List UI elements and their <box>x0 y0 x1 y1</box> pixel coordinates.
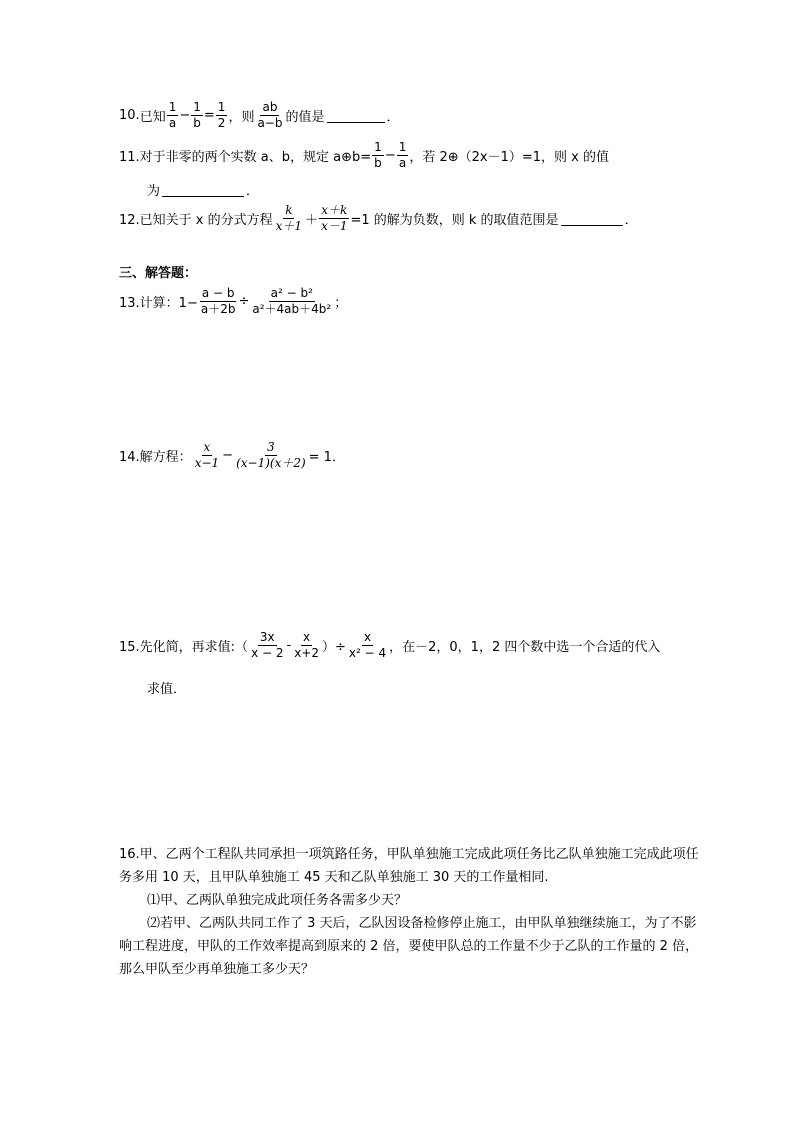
q10-number: 10. <box>119 108 140 123</box>
q10-fraction-4: $\frac{ab}{a-b}$ <box>257 100 283 130</box>
q12-answer-blank[interactable] <box>561 211 623 226</box>
q10-fraction-2: $\frac{1}{b}$ <box>193 100 201 130</box>
q10-answer-blank[interactable] <box>327 108 385 123</box>
q15-fraction-2: $\frac{x}{x+2}$ <box>294 630 319 660</box>
question-11-line-2: 为 ． <box>147 184 260 199</box>
q15-fraction-1: $\frac{3x}{x - 2}$ <box>251 630 284 660</box>
q10-fraction-3: $\frac{1}{2}$ <box>217 100 226 130</box>
q12-fraction-2: $\frac{x+k}{x-1}$ <box>321 203 348 233</box>
q11-answer-blank[interactable] <box>162 182 244 197</box>
q11-text-b: ，若 2⊕（2x－1）=1，则 x 的值 <box>409 150 610 165</box>
q10-post: 的值是 <box>285 110 325 125</box>
question-14: 14.解方程： $\frac{x}{x-1}$ − $\frac{3}{(x-1)(x+2)}$ = 1． <box>119 440 345 470</box>
question-12: 12.已知关于 x 的分式方程 $\frac{k}{x+1}$ ＋ $\frac{x+k}{x-1}$ =1 的解为负数，则 k 的取值范围是 ． <box>119 203 638 233</box>
q12-fraction-1: $\frac{k}{x+1}$ <box>275 203 303 233</box>
q15-fraction-3: $\frac{x}{\text{x² − 4}}$ <box>348 630 387 660</box>
q11-fraction-1: $\frac{1}{b}$ <box>374 140 382 170</box>
q14-fraction-2: $\frac{3}{(x-1)(x+2)}$ <box>236 440 306 470</box>
question-11: 11.对于非零的两个实数 a、b，规定 a⊕b= $\frac{1}{b}$ − $\frac{1}{a}$ ，若 2⊕（2x－1）=1，则 x 的值 <box>119 140 610 170</box>
q13-fraction-2: $\frac{\text{a² − b²}}{\text{a²＋4ab＋4b²}}$ <box>252 286 332 316</box>
q13-fraction-1: $\frac{a - b}{a+2b}$ <box>200 286 236 316</box>
q14-fraction-1: $\frac{x}{x-1}$ <box>194 440 220 470</box>
q10-fraction-1: $\frac{1}{a}$ <box>168 100 177 130</box>
question-10: 10. 已知 $\frac{1}{a}$ − $\frac{1}{b}$ = $\frac{1}{2}$ ，则 $\frac{ab}{a-b}$ 的值是 ． <box>119 100 400 130</box>
question-15-line-2: 求值． <box>147 682 187 697</box>
section-heading: 三、解答题： <box>119 266 198 281</box>
question-16-part-2: ⑵若甲、乙两队共同工作了 3 天后，乙队因设备检修停止施工，由甲队单独继续施工，为了不影响工程进度，甲队的工作效率提高到原来的 2 倍，要使甲队总的工作量不少于乙队的工作量的 2 倍，那么甲队至少再单独施工多少天？ <box>119 916 699 977</box>
question-15: 15.先化简，再求值:（ $\frac{3x}{x - 2}$ - $\frac{x}{x+2}$ ）÷ $\frac{x}{\text{x² − 4}}$ ，在－2，0，1，2 四个数中选一个合适的代入 <box>119 630 661 660</box>
q10-mid: ，则 <box>228 110 255 125</box>
q10-pre: 已知 <box>139 110 166 125</box>
question-13: 13.计算：1− $\frac{a - b}{a+2b}$ ÷ $\frac{\text{a² − b²}}{\text{a²＋4ab＋4b²}}$ ； <box>119 286 348 316</box>
question-16: 16.甲、乙两个工程队共同承担一项筑路任务，甲队单独施工完成此项任务比乙队单独施工完成此项任务多用 10 天，且甲队单独施工 45 天和乙队单独施工 30 天的工作量相同. <box>119 847 699 885</box>
q11-text: 11.对于非零的两个实数 a、b，规定 a⊕b= <box>119 150 372 165</box>
question-16-part-1: ⑴甲、乙两队单独完成此项任务各需多少天？ <box>147 893 408 908</box>
q11-fraction-2: $\frac{1}{a}$ <box>398 140 407 170</box>
